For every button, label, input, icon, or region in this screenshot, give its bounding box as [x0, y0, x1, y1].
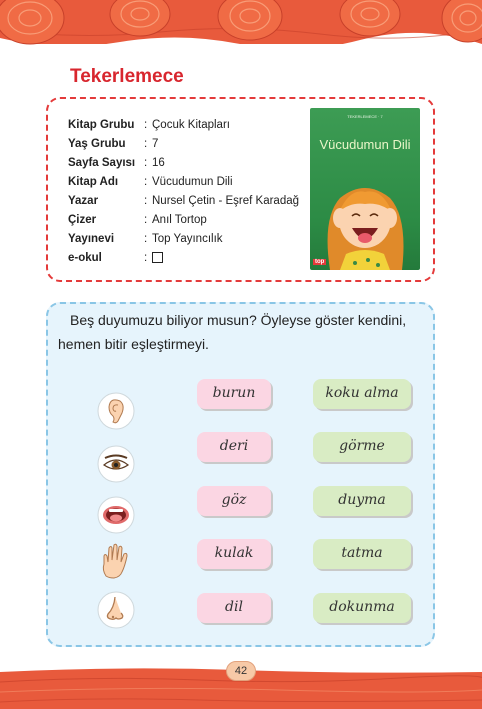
info-row-yazar	[68, 191, 299, 210]
info-separator: :	[144, 175, 148, 188]
e-okul-value	[152, 248, 299, 267]
info-value: Anıl Tortop	[152, 213, 207, 226]
info-row-cizer	[68, 210, 299, 229]
info-value: Top Yayıncılık	[152, 232, 223, 245]
organ-card-dil[interactable]: dil	[197, 593, 271, 623]
organ-card-deri[interactable]: deri	[197, 432, 271, 462]
organ-card-burun[interactable]: burun	[197, 379, 271, 409]
info-label: Kitap Adı	[68, 175, 119, 188]
function-card-koku-alma[interactable]: koku alma	[313, 379, 411, 409]
info-label: Sayfa Sayısı	[68, 156, 136, 169]
info-value: Nursel Çetin - Eşref Karadağ	[152, 194, 300, 207]
info-label: Yayınevi	[68, 232, 115, 245]
mouth-icon	[96, 495, 136, 535]
book-cover-title: Vücudumun Dili	[319, 137, 411, 152]
info-separator: :	[144, 137, 148, 150]
header-wood-band	[0, 0, 482, 60]
organ-card-goz[interactable]: göz	[197, 486, 271, 516]
info-label: Çizer	[68, 213, 97, 226]
info-row-kitap-grubu	[68, 115, 299, 134]
book-cover	[310, 108, 420, 270]
e-okul-checkbox[interactable]	[152, 252, 163, 263]
info-label: Yaş Grubu	[68, 137, 126, 150]
info-value: Çocuk Kitapları	[152, 118, 230, 131]
eye-icon	[96, 444, 136, 484]
function-card-tatma[interactable]: tatma	[313, 539, 411, 569]
info-separator: :	[144, 194, 148, 207]
info-label: Yazar	[68, 194, 99, 207]
info-separator: :	[144, 251, 148, 264]
organ-card-kulak[interactable]: kulak	[197, 539, 271, 569]
info-row-sayfa-sayisi	[68, 153, 299, 172]
info-row-yas-grubu	[68, 134, 299, 153]
info-value: 7	[152, 137, 159, 150]
info-label: Kitap Grubu	[68, 118, 135, 131]
page-number: 42	[226, 661, 256, 681]
nose-icon	[96, 590, 136, 630]
function-card-gorme[interactable]: görme	[313, 432, 411, 462]
book-cover-illustration	[310, 108, 420, 270]
hand-icon	[96, 540, 136, 580]
info-value: Vücudumun Dili	[152, 175, 233, 188]
info-row-e-okul	[68, 248, 299, 267]
ear-icon	[96, 391, 136, 431]
section-title: Tekerlemece	[70, 66, 184, 87]
publisher-logo: top	[315, 259, 325, 265]
function-card-dokunma[interactable]: dokunma	[313, 593, 411, 623]
info-separator: :	[144, 232, 148, 245]
info-value: 16	[152, 156, 165, 169]
function-card-duyma[interactable]: duyma	[313, 486, 411, 516]
info-separator: :	[144, 213, 148, 226]
book-series-label: TEKERLEMECE · 7	[347, 114, 383, 119]
info-separator: :	[144, 118, 148, 131]
info-row-yayinevi	[68, 229, 299, 248]
info-row-kitap-adi	[68, 172, 299, 191]
book-info-table	[68, 115, 299, 267]
info-label: e-okul	[68, 251, 102, 264]
info-separator: :	[144, 156, 148, 169]
activity-instruction: Beş duyumuzu biliyor musun? Öyleyse göster kendini, hemen bitir eşleştirmeyi.	[58, 312, 407, 352]
